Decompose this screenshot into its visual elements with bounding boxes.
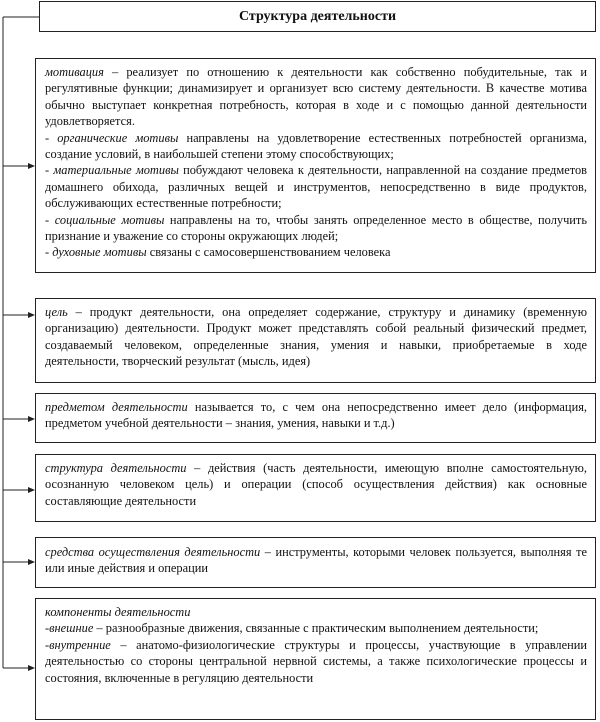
- diagram-title: Структура деятельности: [39, 1, 596, 32]
- motive-item-term: социальные мотивы: [54, 212, 165, 227]
- subject-box: [35, 393, 596, 443]
- subject-paragraph: [45, 399, 587, 432]
- motive-item-text: направлены на удовлетворение естественных потребностей организма, создание условий, в наибольшей степени этому способствующих;: [45, 130, 588, 162]
- arrow-structure-icon: [28, 487, 35, 493]
- subject-text: называется то, с чем она непосредственно имеет дело (информация, предметом учебной деятельности – знания, умения, навыки и т.д.): [45, 400, 587, 431]
- component-item-text: – анатомо-физиологические структуры и процессы, участвующие в управлении деятельностью со стороны центральной нервной системы, а также психологические процессы и состояния, включенные в регуляцию деятельности: [45, 637, 587, 685]
- subject-term: предметом деятельности: [45, 400, 188, 414]
- motive-item-term: материальные мотивы: [53, 163, 179, 178]
- arrow-goal-icon: [28, 312, 35, 318]
- components-box: [35, 598, 596, 720]
- arrow-motivation-icon: [28, 163, 35, 169]
- motive-item-material: [45, 162, 587, 211]
- means-box: [35, 537, 596, 588]
- component-item-prefix: -: [45, 637, 50, 652]
- motivation-definition: [45, 64, 587, 130]
- structure-text: – действия (часть деятельности, имеющую вполне самостоятельную, осознанную человеком цель) и операции (способ осуществления действия) как основные составляющие деятельности: [45, 461, 587, 508]
- goal-term: цель: [45, 305, 68, 319]
- motive-item-spiritual: [45, 244, 587, 260]
- motive-item-prefix: -: [45, 163, 54, 178]
- motive-item-organic: [45, 130, 587, 163]
- motive-item-term: духовные мотивы: [52, 245, 147, 260]
- arrow-components-icon: [28, 665, 35, 671]
- motive-item-text: побуждают человека к деятельности, направленной на создание предметов домашнего обихода, различных вещей и инструментов, непосредственно в виде продуктов, обслуживающих естественные потребности;: [45, 163, 587, 211]
- means-term: средства осуществления деятельности: [45, 545, 261, 559]
- structure-term: структура деятельности: [45, 461, 187, 475]
- goal-text: – продукт деятельности, она определяет содержание, структуру и динамику (временную организацию) деятельности. Продукт может представлять собой реальный физический предмет, создаваемый человеком, определенные знания, умения и навыки, приобретаемые в ходе деятельности, творческий результат (мысль, идея): [45, 305, 587, 369]
- motivation-term: мотивация: [45, 65, 104, 79]
- components-term: компоненты деятельности: [45, 605, 191, 619]
- structure-box: [35, 454, 596, 522]
- motive-item-text: направлены на то, чтобы занять определенное место в обществе, получить признание и уважение со стороны окружающих людей;: [45, 212, 587, 244]
- motive-item-prefix: -: [45, 130, 58, 145]
- means-text: – инструменты, которыми человек пользуется, выполняя те или иные действия и операции: [45, 545, 587, 576]
- goal-box: [35, 298, 596, 383]
- motive-item-text: связаны с самосовершенствованием человека: [146, 245, 391, 260]
- components-heading: [45, 604, 587, 620]
- component-item-prefix: -: [45, 621, 50, 636]
- motivation-box: [35, 58, 596, 273]
- motive-item-term: органические мотивы: [57, 130, 179, 145]
- component-item-internal: [45, 637, 587, 686]
- motive-item-social: [45, 212, 587, 245]
- motive-item-prefix: -: [45, 245, 53, 260]
- goal-paragraph: [45, 304, 587, 370]
- structure-paragraph: [45, 460, 587, 509]
- component-item-text: – разнообразные движения, связанные с практическим выполнением деятельности;: [93, 621, 539, 636]
- component-item-term: внутренние: [49, 637, 111, 652]
- component-item-term: внешние: [49, 621, 94, 636]
- motive-item-prefix: -: [45, 212, 55, 227]
- means-paragraph: [45, 544, 587, 577]
- motivation-text: – реализует по отношению к деятельности как собственно побудительные, так и регулятивные функции; динамизирует и организует всю систему деятельности. В качестве мотива обычно выступает конкретная потребность, которая в ходе и с помощью данной деятельности удовлетворяется.: [45, 65, 587, 129]
- arrow-subject-icon: [28, 416, 35, 422]
- component-item-external: [45, 620, 587, 636]
- arrow-means-icon: [28, 559, 35, 565]
